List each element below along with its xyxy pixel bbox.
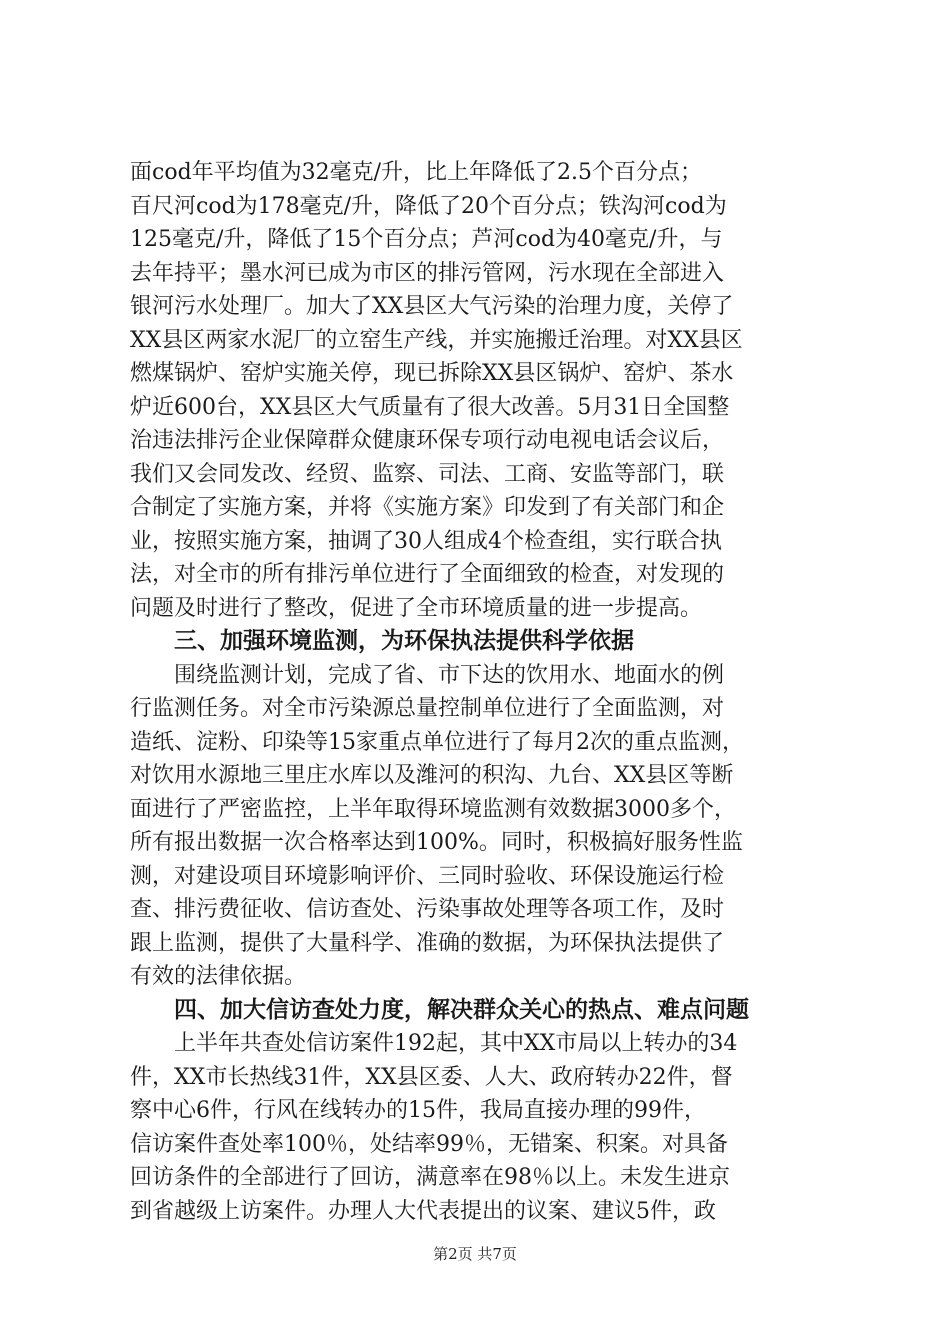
body-text-line: 百尺河cod为178毫克/升，降低了20个百分点；铁沟河cod为 xyxy=(130,193,727,219)
body-text-line: 问题及时进行了整改，促进了全市环境质量的进一步提高。 xyxy=(130,595,703,621)
body-text-line: 银河污水处理厂。加大了XX县区大气污染的治理力度，关停了 xyxy=(130,294,734,319)
body-text-line: 有效的法律依据。 xyxy=(130,964,307,989)
body-text-line: 对饮用水源地三里庄水库以及潍河的积沟、九台、XX县区等断 xyxy=(130,763,734,788)
section-heading: 三、加强环境监测，为环保执法提供科学依据 xyxy=(174,628,634,654)
body-text-line: 燃煤锅炉、窑炉实施关停，现已拆除XX县区锅炉、窑炉、茶水 xyxy=(130,361,734,386)
body-text-line: 我们又会同发改、经贸、监察、司法、工商、安监等部门，联 xyxy=(130,461,725,487)
body-text-line: 业，按照实施方案，抽调了30人组成4个检查组，实行联合执 xyxy=(130,528,722,554)
section-heading: 四、加大信访查处力度，解决群众关心的热点、难点问题 xyxy=(174,996,749,1023)
page-footer: 第2页 共7页 xyxy=(433,1245,517,1263)
body-text-line: 所有报出数据一次合格率达到100%。同时，积极搞好服务性监 xyxy=(130,830,743,855)
body-text-line: 面进行了严密监控，上半年取得环境监测有效数据3000多个， xyxy=(130,796,736,822)
body-text-line: 查、排污费征收、信访查处、污染事故处理等各项工作，及时 xyxy=(130,897,725,922)
body-text-line: 件，XX市长热线31件，XX县区委、人大、政府转办22件，督 xyxy=(130,1064,733,1090)
body-text-line: 去年持平；墨水河已成为市区的排污管网，污水现在全部进入 xyxy=(130,260,725,286)
body-text-line: 上半年共查处信访案件192起，其中XX市局以上转办的34 xyxy=(174,1031,738,1056)
body-text-line: 跟上监测，提供了大量科学、准确的数据，为环保执法提供了 xyxy=(130,930,725,956)
body-text-line: 测，对建设项目环境影响评价、三同时验收、环保设施运行检 xyxy=(130,863,725,889)
body-text-line: 125毫克/升，降低了15个百分点；芦河cod为40毫克/升，与 xyxy=(130,227,723,252)
body-text-line: XX县区两家水泥厂的立窑生产线，并实施搬迁治理。对XX县区 xyxy=(130,327,743,353)
body-text-line: 合制定了实施方案，并将《实施方案》印发到了有关部门和企 xyxy=(130,495,725,520)
body-text-line: 围绕监测计划，完成了省、市下达的饮用水、地面水的例 xyxy=(174,662,725,688)
body-text-line: 信访案件查处率100％，处结率99％，无错案、积案。对具备 xyxy=(130,1131,728,1157)
body-text-line: 治违法排污企业保障群众健康环保专项行动电视电话会议后， xyxy=(130,428,725,453)
document-body xyxy=(130,156,830,1228)
body-text-line: 面cod年平均值为32毫克/升，比上年降低了2.5个百分点； xyxy=(130,160,703,185)
body-text-line: 炉近600台，XX县区大气质量有了很大改善。5月31日全国整 xyxy=(130,394,730,420)
body-text-line: 察中心6件，行风在线转办的15件，我局直接办理的99件， xyxy=(130,1098,706,1123)
body-text-line: 法，对全市的所有排污单位进行了全面细致的检查，对发现的 xyxy=(130,562,725,587)
body-text-line: 回访条件的全部进行了回访，满意率在98％以上。未发生进京 xyxy=(130,1165,730,1190)
body-text-line: 行监测任务。对全市污染源总量控制单位进行了全面监测，对 xyxy=(130,696,725,721)
body-text-line: 造纸、淀粉、印染等15家重点单位进行了每月2次的重点监测， xyxy=(130,729,744,755)
body-text-line: 到省越级上访案件。办理人大代表提出的议案、建议5件，政 xyxy=(130,1198,716,1224)
